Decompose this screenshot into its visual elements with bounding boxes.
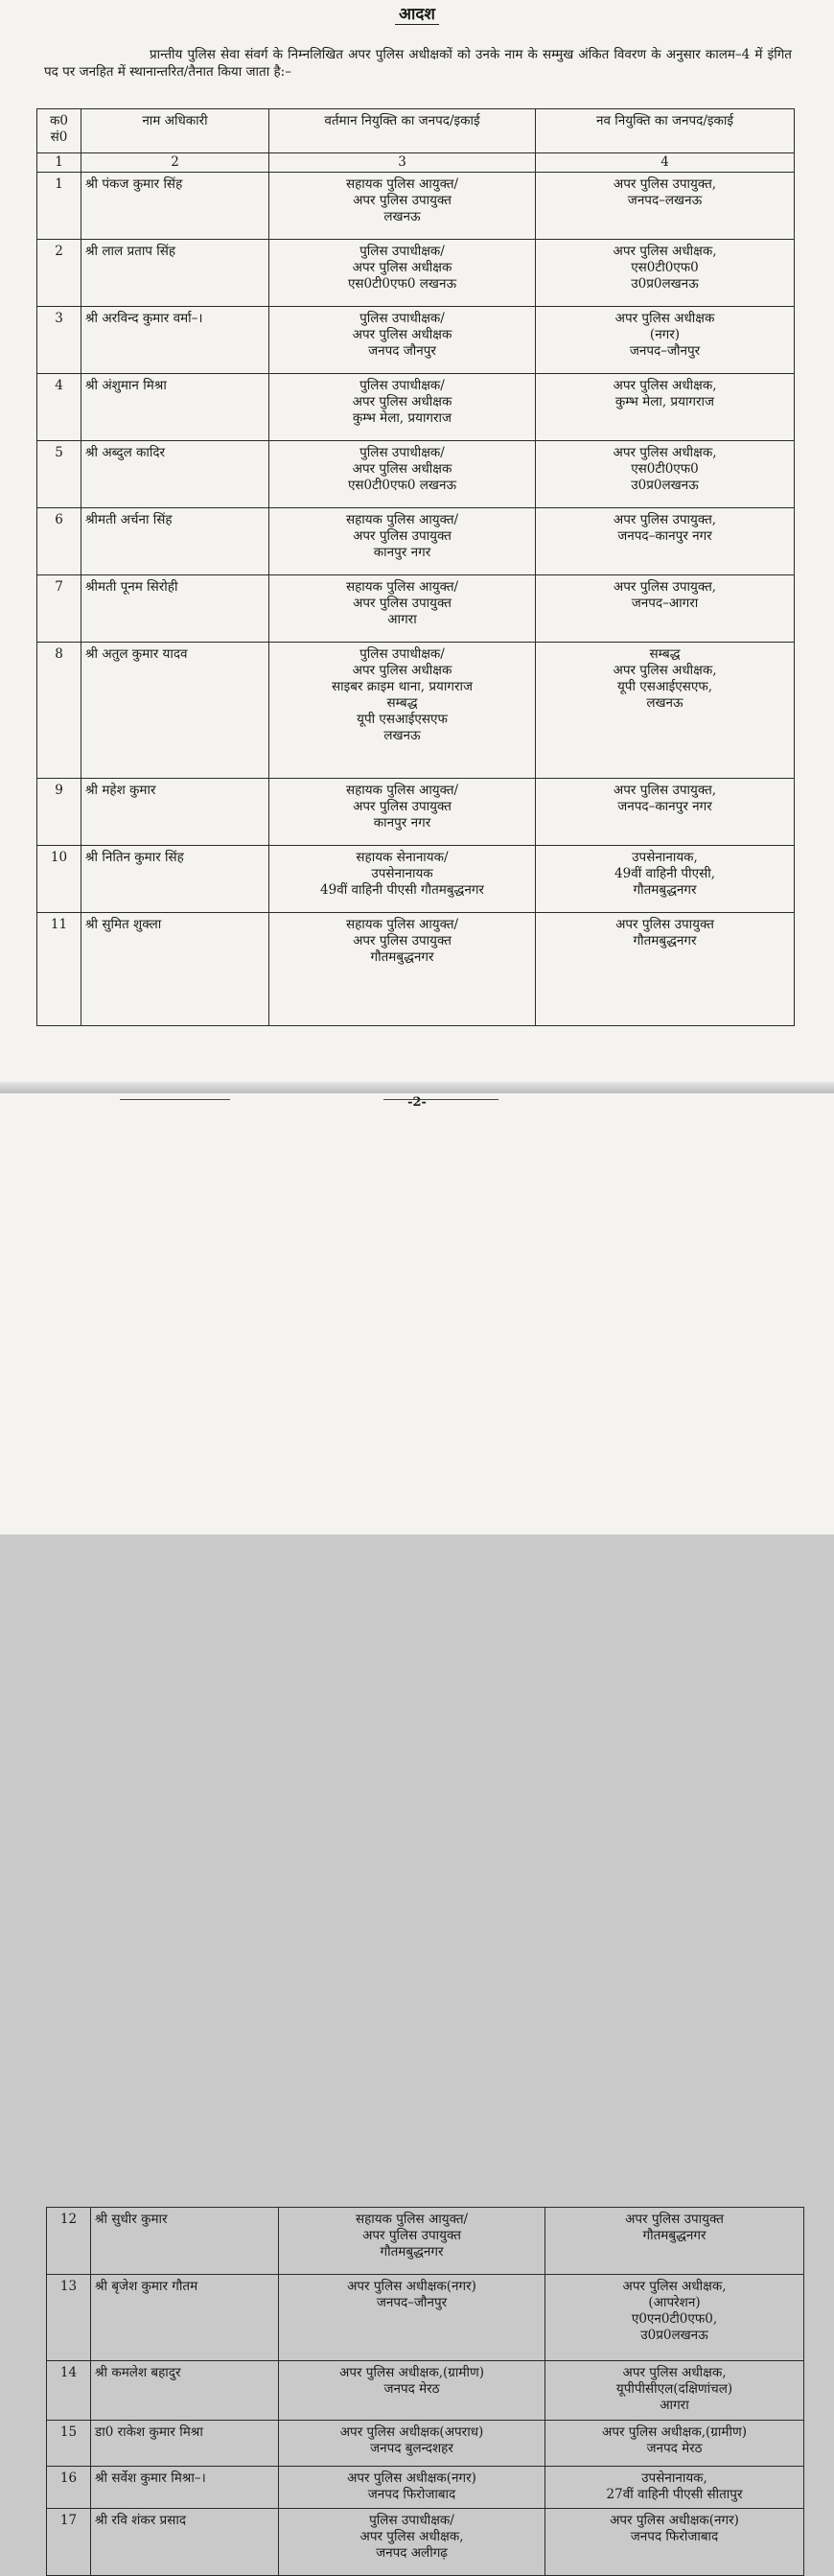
column-number-row [37,153,795,173]
current-posting-cell: सहायक पुलिस आयुक्त/ अपर पुलिस उपायुक्त कानपुर नगर [269,779,536,846]
current-posting-cell: अपर पुलिस अधीक्षक(नगर) जनपद–जौनपुर [279,2275,545,2361]
column-number: 1 [37,153,81,173]
column-number: 4 [536,153,795,173]
column-number: 3 [269,153,536,173]
top-rule-right [383,1099,498,1100]
current-posting-cell: सहायक सेनानायक/ उपसेनानायक 49वीं वाहिनी पीएसी गौतमबुद्धनगर [269,846,536,913]
table-row [37,575,795,643]
officer-name-cell: श्री रवि शंकर प्रसाद [91,2509,279,2576]
new-posting-cell: अपर पुलिस उपायुक्त, जनपद–कानपुर नगर [536,508,795,575]
officer-name-cell: श्री सुधीर कुमार [91,2208,279,2275]
new-posting-cell: अपर पुलिस अधीक्षक, यूपीपीसीएल(दक्षिणांचल) आगरा [545,2361,804,2421]
officer-name-cell: श्री अब्दुल कादिर [81,441,269,508]
column-number: 2 [81,153,269,173]
new-posting-cell: अपर पुलिस अधीक्षक, (आपरेशन) ए0एन0टी0एफ0, उ0प्र0लखनऊ [545,2275,804,2361]
serial-number-cell: 7 [37,575,81,643]
serial-number-cell: 14 [47,2361,91,2421]
table-row [47,2208,804,2275]
table-row [47,2275,804,2361]
table-row [37,307,795,374]
current-posting-cell: सहायक पुलिस आयुक्त/ अपर पुलिस उपायुक्त आगरा [269,575,536,643]
table-row [37,846,795,913]
transfer-table-page-1 [36,108,795,1026]
serial-number-cell: 1 [37,173,81,240]
new-posting-cell: उपसेनानायक, 49वीं वाहिनी पीएसी, गौतमबुद्धनगर [536,846,795,913]
current-posting-cell: सहायक पुलिस आयुक्त/ अपर पुलिस उपायुक्त कानपुर नगर [269,508,536,575]
serial-number-cell: 5 [37,441,81,508]
table-row [37,240,795,307]
serial-number-cell: 12 [47,2208,91,2275]
serial-number-cell: 10 [37,846,81,913]
new-posting-cell: अपर पुलिस अधीक्षक, एस0टी0एफ0 उ0प्र0लखनऊ [536,441,795,508]
new-posting-cell: अपर पुलिस उपायुक्त गौतमबुद्धनगर [545,2208,804,2275]
table-row [37,779,795,846]
table-header-row [37,109,795,153]
serial-number-cell: 6 [37,508,81,575]
serial-number-cell: 4 [37,374,81,441]
officer-name-cell: श्रीमती अर्चना सिंह [81,508,269,575]
officer-name-cell: श्री लाल प्रताप सिंह [81,240,269,307]
new-posting-cell: अपर पुलिस उपायुक्त, जनपद–आगरा [536,575,795,643]
serial-number-cell: 3 [37,307,81,374]
table-row [47,2509,804,2576]
officer-name-cell: श्री बृजेश कुमार गौतम [91,2275,279,2361]
page-separator [0,1082,834,1093]
table-row [37,643,795,779]
new-posting-cell: अपर पुलिस उपायुक्त, जनपद–कानपुर नगर [536,779,795,846]
new-posting-cell: अपर पुलिस अधीक्षक, कुम्भ मेला, प्रयागराज [536,374,795,441]
header-serial-number: क0 सं0 [37,109,81,153]
table-row [47,2361,804,2421]
header-officer-name: नाम अधिकारी [81,109,269,153]
document-page-1 [0,0,834,1082]
officer-name-cell: श्री अंशुमान मिश्रा [81,374,269,441]
officer-name-cell: श्री नितिन कुमार सिंह [81,846,269,913]
header-new-posting: नव नियुक्ति का जनपद/इकाई [536,109,795,153]
new-posting-cell: सम्बद्ध अपर पुलिस अधीक्षक, यूपी एसआईएसएफ, लखनऊ [536,643,795,779]
current-posting-cell: सहायक पुलिस आयुक्त/ अपर पुलिस उपायुक्त लखनऊ [269,173,536,240]
table-row [37,173,795,240]
serial-number-cell: 8 [37,643,81,779]
current-posting-cell: पुलिस उपाधीक्षक/ अपर पुलिस अधीक्षक जनपद जौनपुर [269,307,536,374]
header-current-posting: वर्तमान नियुक्ति का जनपद/इकाई [269,109,536,153]
table-row [47,2467,804,2509]
current-posting-cell: सहायक पुलिस आयुक्त/ अपर पुलिस उपायुक्त गौतमबुद्धनगर [279,2208,545,2275]
new-posting-cell: अपर पुलिस उपायुक्त गौतमबुद्धनगर [536,913,795,1026]
serial-number-cell: 9 [37,779,81,846]
current-posting-cell: अपर पुलिस अधीक्षक,(ग्रामीण) जनपद मेरठ [279,2361,545,2421]
current-posting-cell: पुलिस उपाधीक्षक/ अपर पुलिस अधीक्षक एस0टी0एफ0 लखनऊ [269,240,536,307]
new-posting-cell: उपसेनानायक, 27वीं वाहिनी पीएसी सीतापुर [545,2467,804,2509]
current-posting-cell: पुलिस उपाधीक्षक/ अपर पुलिस अधीक्षक कुम्भ मेला, प्रयागराज [269,374,536,441]
new-posting-cell: अपर पुलिस अधीक्षक, एस0टी0एफ0 उ0प्र0लखनऊ [536,240,795,307]
current-posting-cell: अपर पुलिस अधीक्षक(नगर) जनपद फिरोजाबाद [279,2467,545,2509]
officer-name-cell: श्रीमती पूनम सिरोही [81,575,269,643]
current-posting-cell: पुलिस उपाधीक्षक/ अपर पुलिस अधीक्षक साइबर क्राइम थाना, प्रयागराज सम्बद्ध यूपी एसआईएसएफ लखनऊ [269,643,536,779]
table-row [47,2421,804,2467]
page-number: -2- [407,1095,427,1110]
new-posting-cell: अपर पुलिस अधीक्षक (नगर) जनपद–जौनपुर [536,307,795,374]
document-page-2 [0,1093,834,2561]
new-posting-cell: अपर पुलिस अधीक्षक,(ग्रामीण) जनपद मेरठ [545,2421,804,2467]
serial-number-cell: 16 [47,2467,91,2509]
officer-name-cell: श्री सर्वेश कुमार मिश्रा–। [91,2467,279,2509]
current-posting-cell: सहायक पुलिस आयुक्त/ अपर पुलिस उपायुक्त गौतमबुद्धनगर [269,913,536,1026]
serial-number-cell: 15 [47,2421,91,2467]
new-posting-cell: अपर पुलिस अधीक्षक(नगर) जनपद फिरोजाबाद [545,2509,804,2576]
officer-name-cell: श्री कमलेश बहादुर [91,2361,279,2421]
officer-name-cell: श्री पंकज कुमार सिंह [81,173,269,240]
table-row [37,913,795,1026]
current-posting-cell: पुलिस उपाधीक्षक/ अपर पुलिस अधीक्षक एस0टी0एफ0 लखनऊ [269,441,536,508]
officer-name-cell: श्री महेश कुमार [81,779,269,846]
officer-name-cell: श्री अरविन्द कुमार वर्मा–। [81,307,269,374]
document-heading: आदश [0,2,834,24]
serial-number-cell: 13 [47,2275,91,2361]
table-row [37,374,795,441]
officer-name-cell: डा0 राकेश कुमार मिश्रा [91,2421,279,2467]
new-posting-cell: अपर पुलिस उपायुक्त, जनपद–लखनऊ [536,173,795,240]
officer-name-cell: श्री सुमित शुक्ला [81,913,269,1026]
table-row [37,508,795,575]
serial-number-cell: 11 [37,913,81,1026]
order-intro-paragraph: प्रान्तीय पुलिस सेवा संवर्ग के निम्नलिखित अपर पुलिस अधीक्षकों को उनके नाम के सम्मुख अंकित विवरण के अनुसार कालम–4 में इंगित पद पर जनहित में स्थानान्तरित/तैनात किया जाता है:– [44,47,792,80]
transfer-table-page-2 [46,2207,804,2576]
current-posting-cell: अपर पुलिस अधीक्षक(अपराध) जनपद बुलन्दशहर [279,2421,545,2467]
officer-name-cell: श्री अतुल कुमार यादव [81,643,269,779]
table-row [37,441,795,508]
serial-number-cell: 17 [47,2509,91,2576]
current-posting-cell: पुलिस उपाधीक्षक/ अपर पुलिस अधीक्षक, जनपद अलीगढ़ [279,2509,545,2576]
serial-number-cell: 2 [37,240,81,307]
